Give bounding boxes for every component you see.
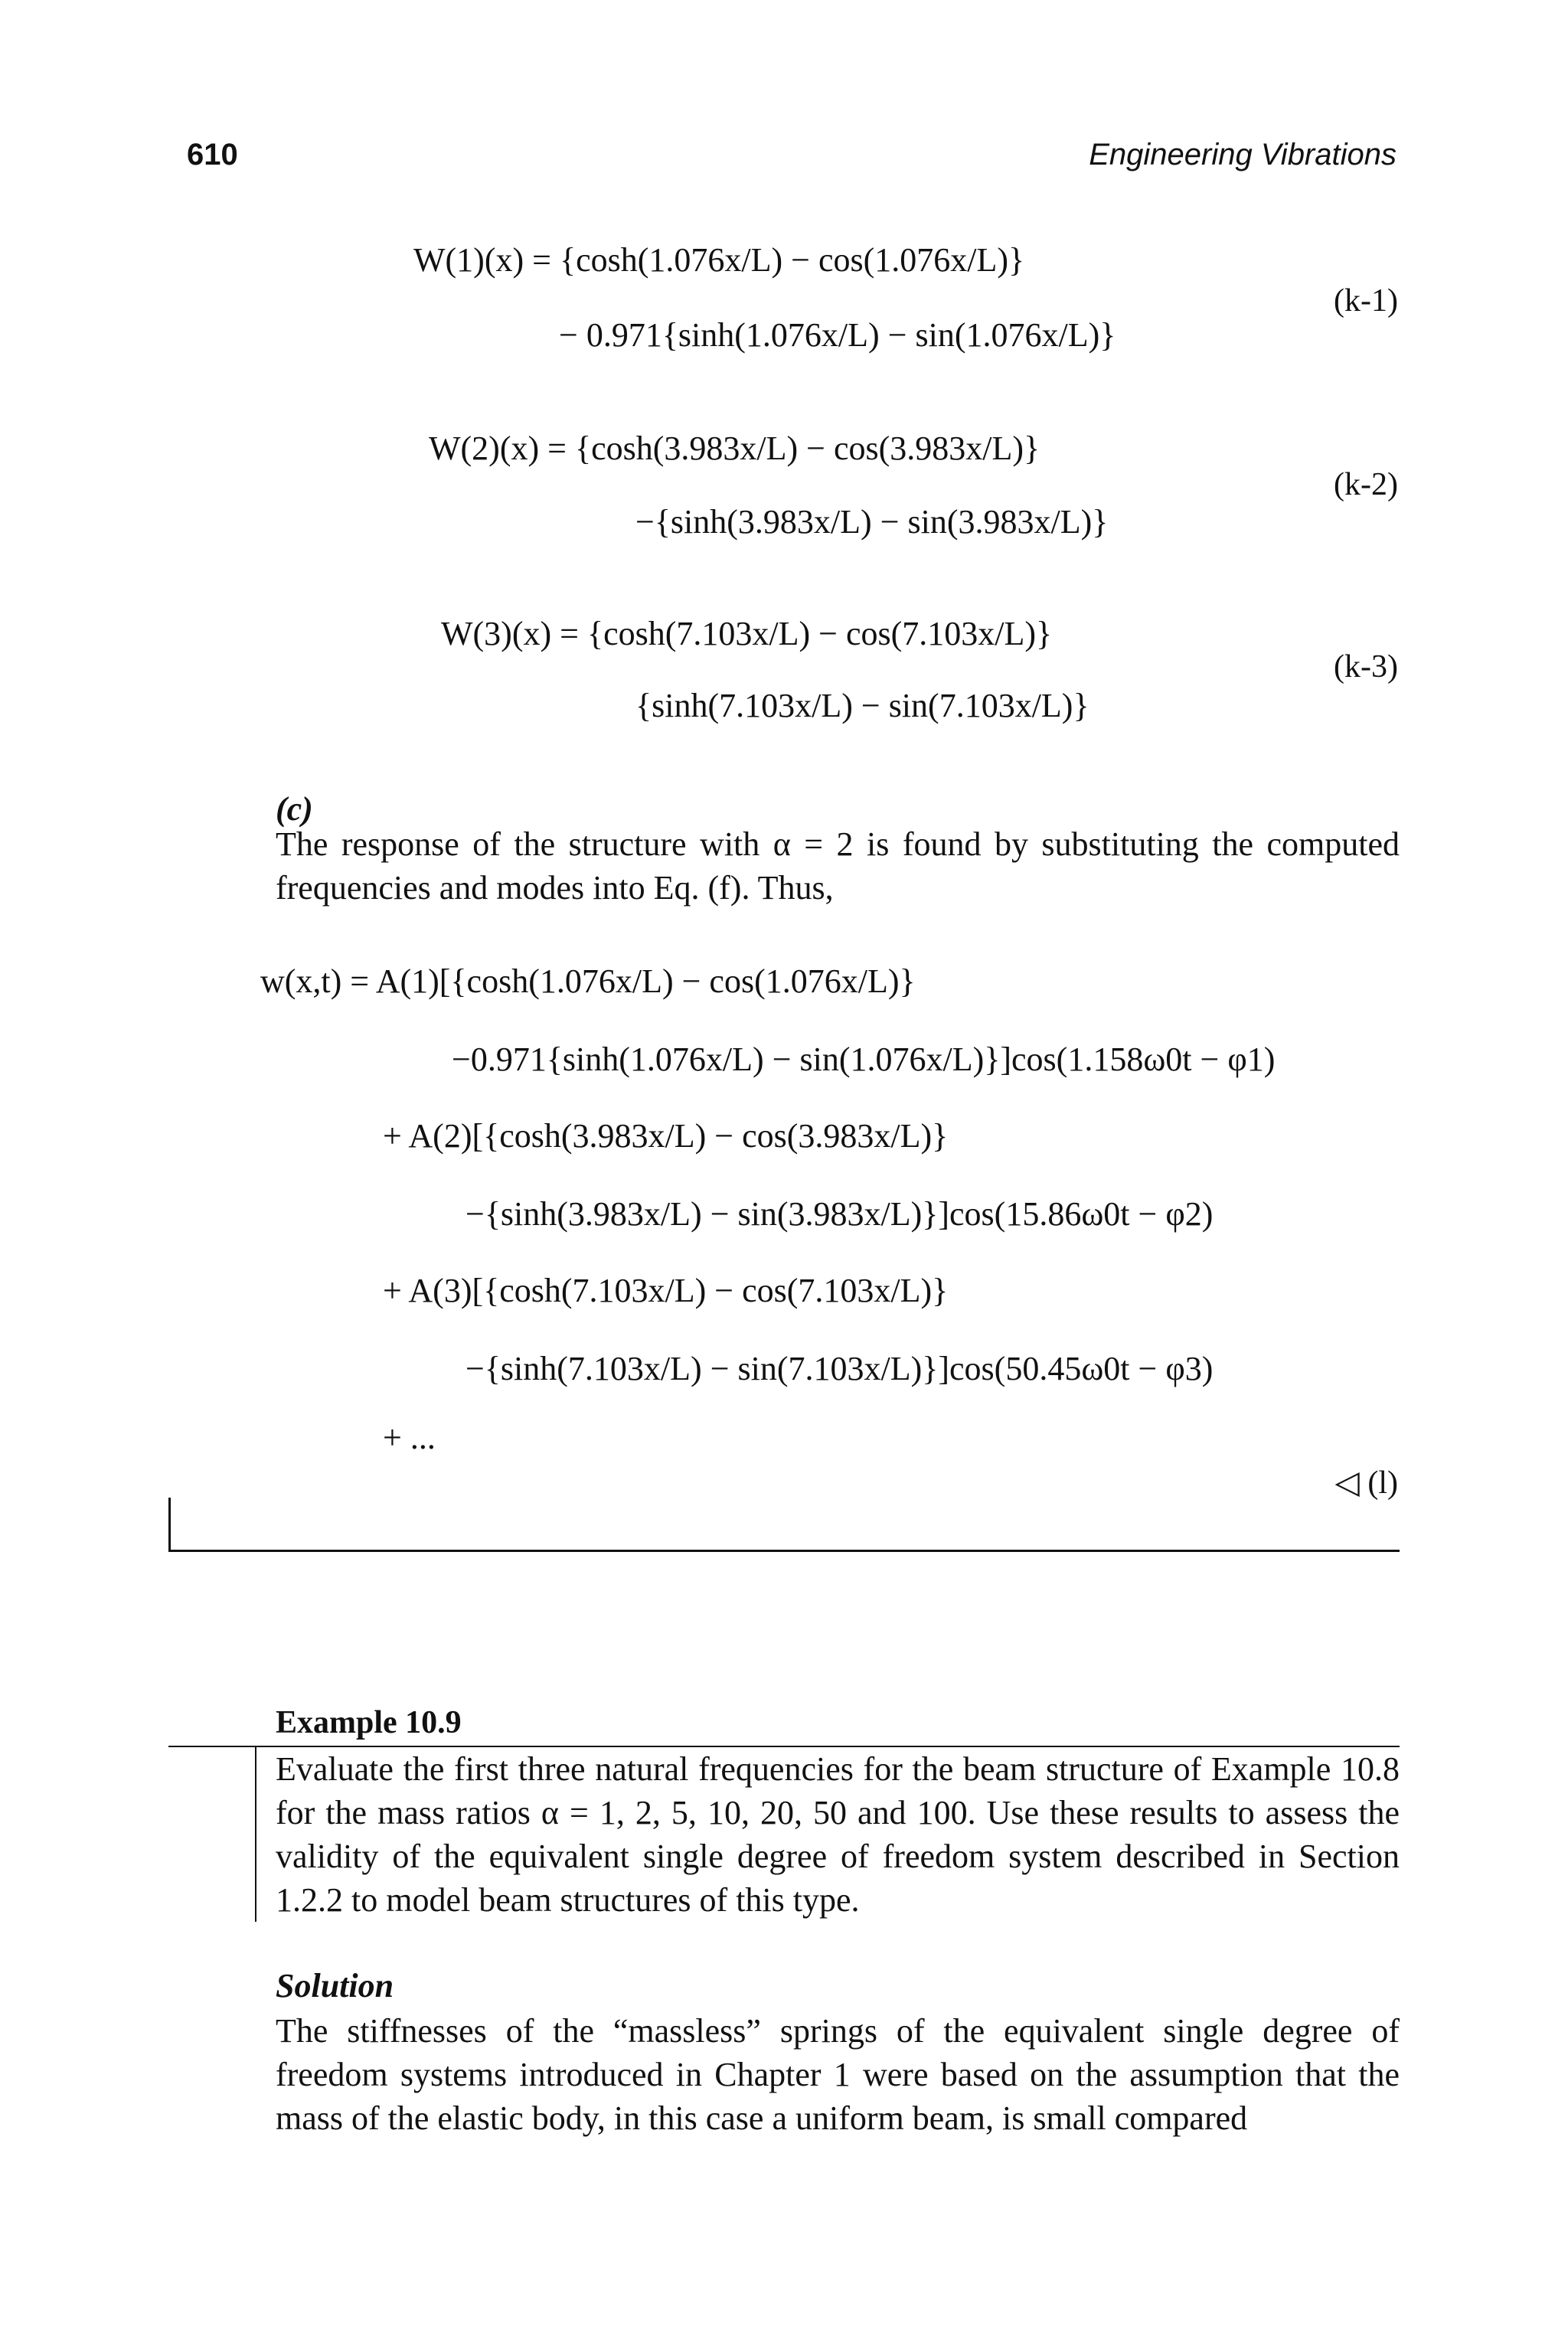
equation-l-line3: + A(2)[{cosh(3.983x/L) − cos(3.983x/L)} <box>383 1117 949 1155</box>
equation-l-line1: w(x,t) = A(1)[{cosh(1.076x/L) − cos(1.076x/L)} <box>260 962 916 1000</box>
equation-k2-line2: −{sinh(3.983x/L) − sin(3.983x/L)} <box>635 503 1109 541</box>
example-side-rule <box>255 1747 256 1922</box>
example-end-horizontal-rule <box>168 1550 1400 1552</box>
equation-l-line6: −{sinh(7.103x/L) − sin(7.103x/L)}]cos(50.45ω0t − φ3) <box>466 1350 1214 1387</box>
solution-heading: Solution <box>276 1967 394 2004</box>
equation-k3-line1: W(3)(x) = {cosh(7.103x/L) − cos(7.103x/L)} <box>441 615 1053 652</box>
equation-k3-line2: {sinh(7.103x/L) − sin(7.103x/L)} <box>635 687 1089 724</box>
equation-l-line5: + A(3)[{cosh(7.103x/L) − cos(7.103x/L)} <box>383 1272 949 1309</box>
part-c-text: The response of the structure with α = 2 is found by substituting the computed frequencies and modes into Eq. (f). Thus, <box>276 825 1400 907</box>
equation-k1-line1: W(1)(x) = {cosh(1.076x/L) − cos(1.076x/L)} <box>413 241 1025 279</box>
equation-l-line7: + ... <box>383 1419 436 1456</box>
equation-number-k1: (k-1) <box>1334 283 1398 319</box>
example-title: Example 10.9 <box>276 1705 462 1740</box>
part-c-label: (c) <box>276 790 313 828</box>
equation-l-line4: −{sinh(3.983x/L) − sin(3.983x/L)}]cos(15.86ω0t − φ2) <box>466 1195 1214 1233</box>
equation-l-line2: −0.971{sinh(1.076x/L) − sin(1.076x/L)}]cos(1.158ω0t − φ1) <box>452 1041 1276 1078</box>
example-end-vertical-rule <box>168 1498 171 1551</box>
equation-k1-line2: − 0.971{sinh(1.076x/L) − sin(1.076x/L)} <box>559 316 1116 354</box>
equation-number-k3: (k-3) <box>1334 649 1398 684</box>
equation-k2-line1: W(2)(x) = {cosh(3.983x/L) − cos(3.983x/L)} <box>429 430 1040 467</box>
page-number: 610 <box>187 138 238 172</box>
running-title: Engineering Vibrations <box>1089 138 1396 172</box>
equation-number-k2: (k-2) <box>1334 467 1398 502</box>
example-text: Evaluate the first three natural frequencies for the beam structure of Example 10.8 for the mass ratios α = 1, 2, 5, 10, 20, 50 and 100. Use these results to assess the validity of the equivalent single degree of freedom system described in Section 1.2.2 to model beam structures of this type. <box>276 1750 1400 1919</box>
solution-text: The stiffnesses of the “massless” springs of the equivalent single degree of freedom systems introduced in Chapter 1 were based on the assumption that the mass of the elastic body, in this case a uniform beam, is small compared <box>276 2012 1400 2137</box>
equation-number-l: ◁ (l) <box>1334 1465 1398 1501</box>
